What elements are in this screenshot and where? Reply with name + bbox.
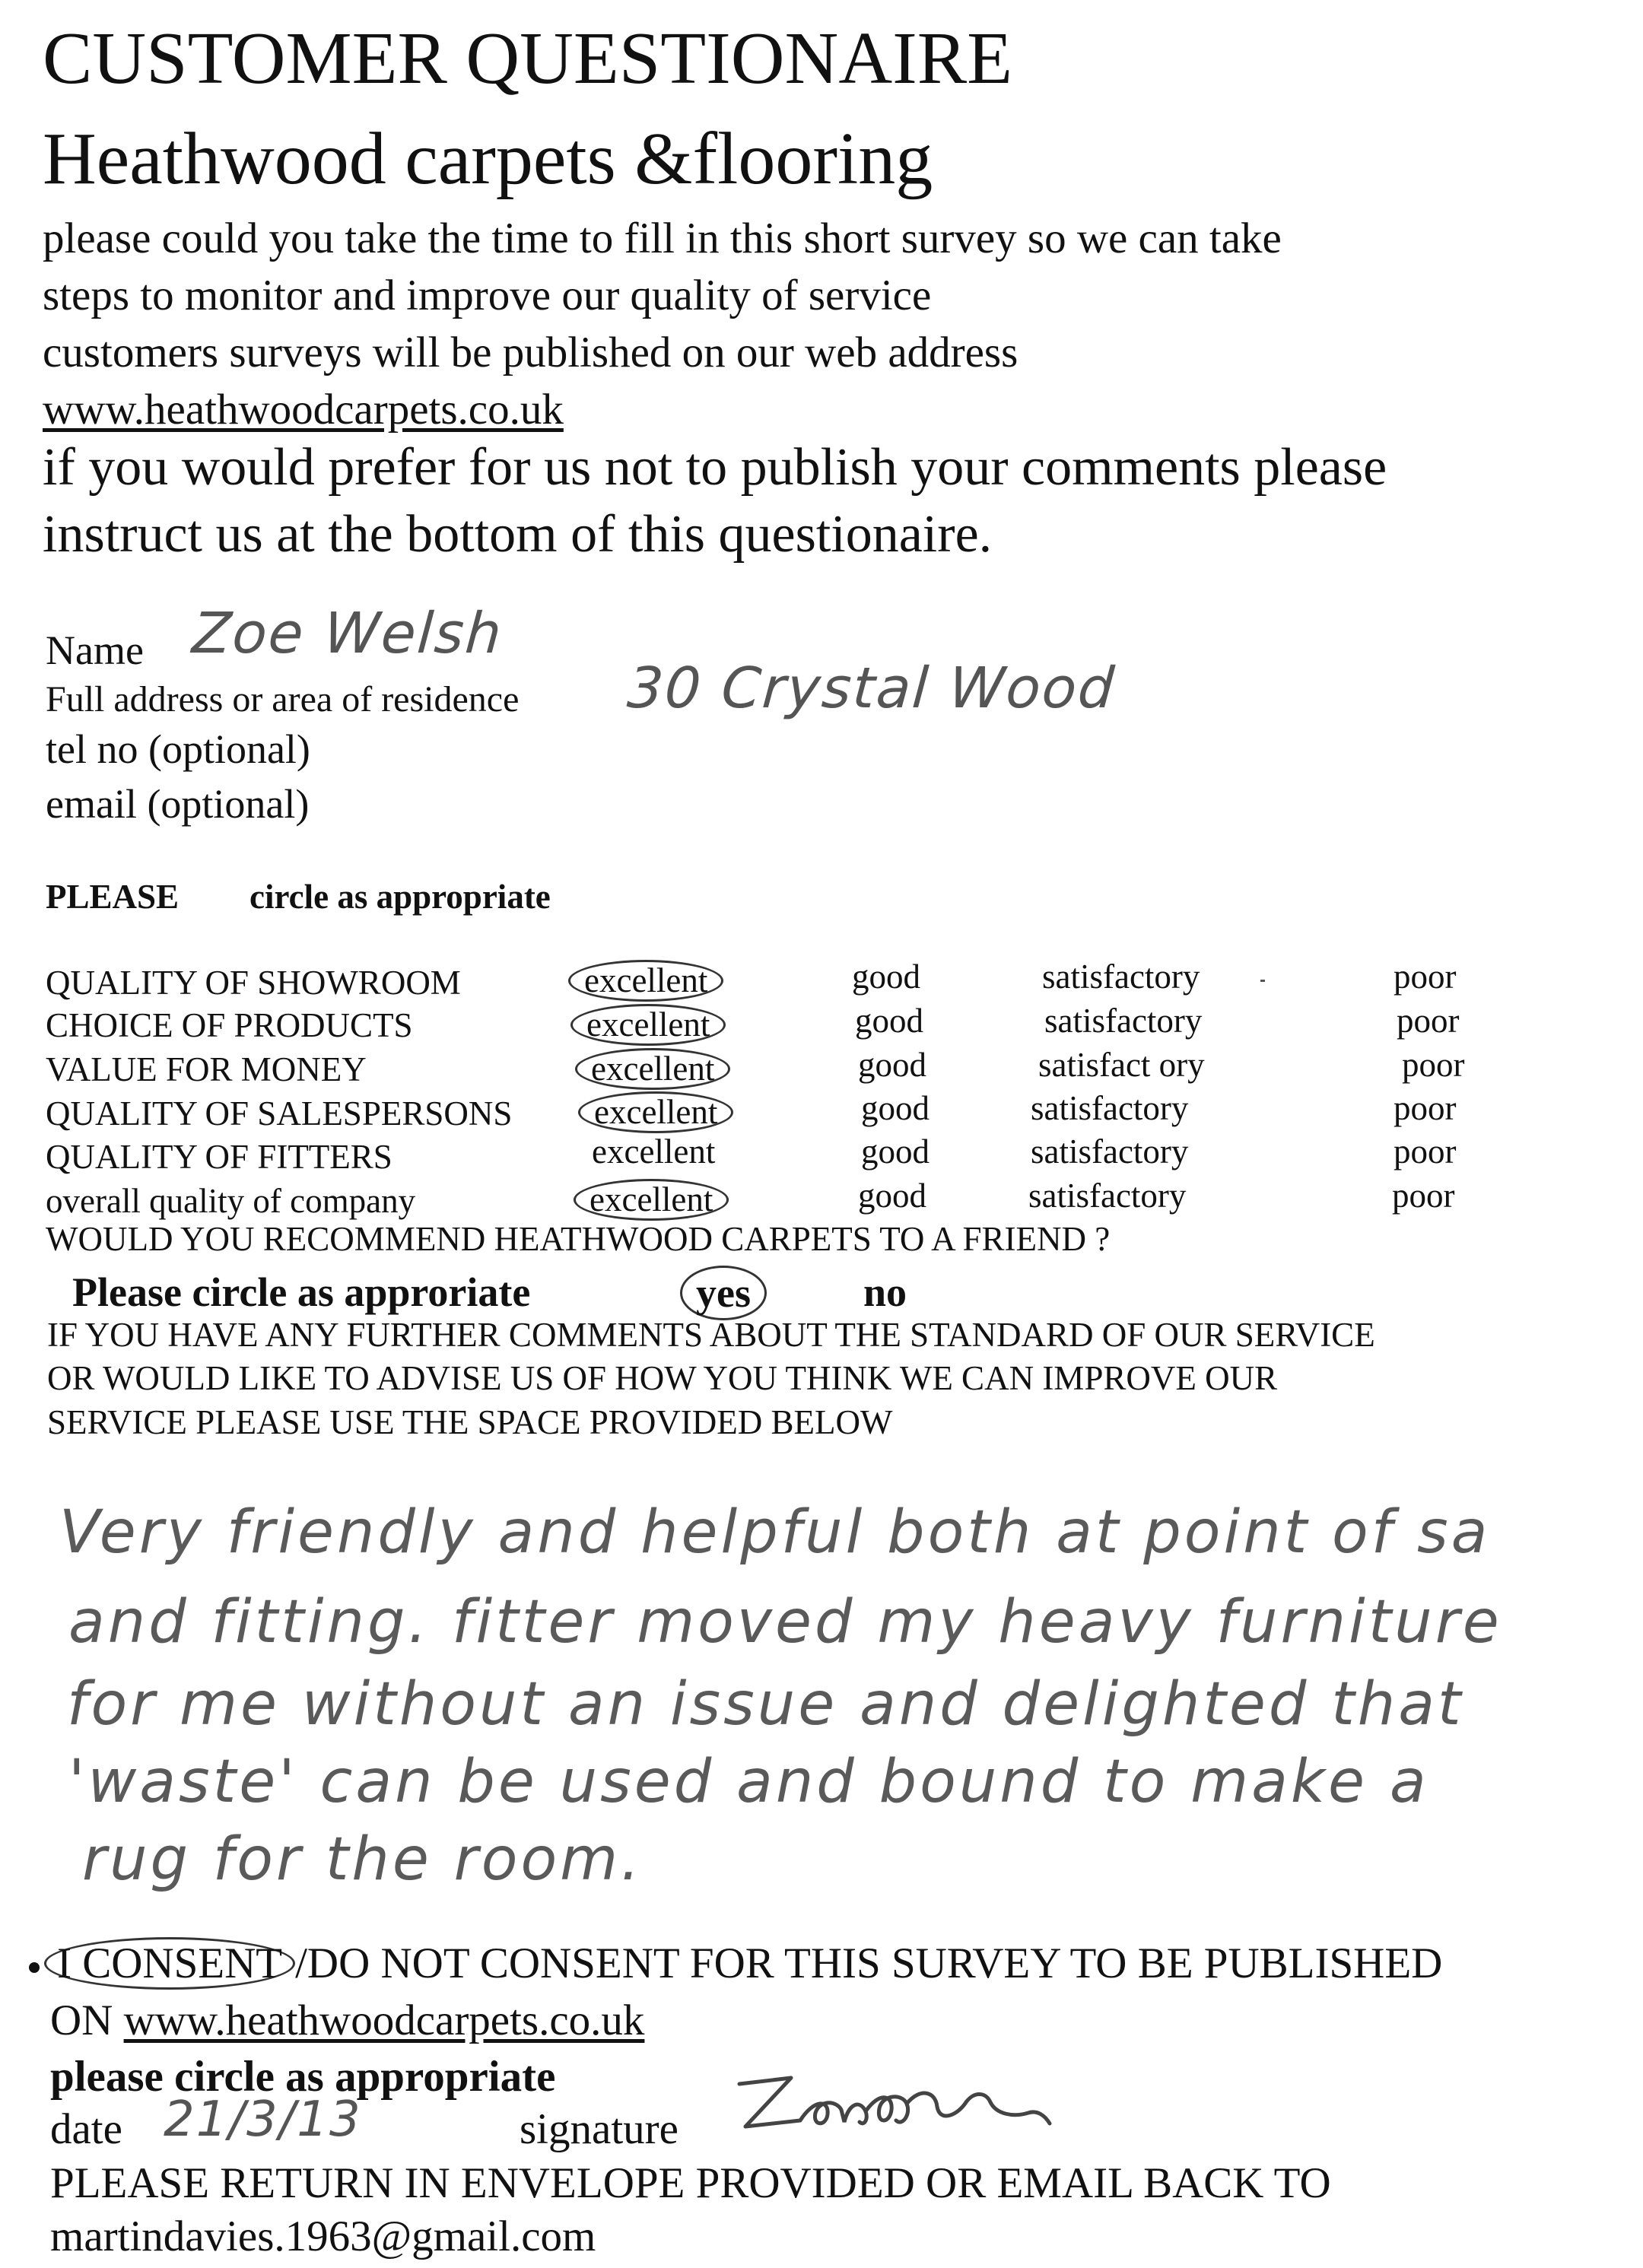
comment-line: and fitting. fitter moved my heavy furniture (68, 1588, 1502, 1657)
consent-website-link[interactable]: www.heathwoodcarpets.co.uk (123, 1996, 645, 2044)
comment-line: rug for the room. (82, 1825, 643, 1894)
option-satisfactory[interactable]: satisfactory (1042, 958, 1200, 996)
option-satisfactory[interactable]: satisfact ory (1038, 1046, 1205, 1084)
intro-line-4: if you would prefer for us not to publish your comments please (43, 438, 1387, 497)
circle-instruction: circle as appropriate (249, 878, 551, 916)
option-poor[interactable]: poor (1392, 1177, 1455, 1215)
comments-prompt-3: SERVICE PLEASE USE THE SPACE PROVIDED BELOW (47, 1403, 893, 1441)
name-value[interactable]: Zoe Welsh (190, 601, 505, 666)
recommend-instruction: Please circle as approriate (72, 1269, 531, 1315)
consent-option[interactable]: I CONSENT (44, 1937, 295, 1990)
comment-line: Very friendly and helpful both at point of sa (59, 1498, 1491, 1567)
option-good[interactable]: good (861, 1132, 930, 1171)
consent-line (29, 1939, 1443, 1987)
stray-mark (1260, 980, 1265, 982)
date-label: date (50, 2105, 122, 2153)
option-satisfactory[interactable]: satisfactory (1031, 1132, 1189, 1171)
address-label: Full address or area of residence (46, 679, 520, 719)
consent-on-line (50, 1996, 645, 2044)
website-link[interactable]: www.heathwoodcarpets.co.uk (43, 386, 564, 434)
recommend-yes[interactable]: yes (680, 1266, 767, 1320)
option-good[interactable]: good (861, 1089, 930, 1127)
recommend-no[interactable]: no (863, 1269, 907, 1315)
date-value[interactable]: 21/3/13 (164, 2092, 362, 2148)
comments-prompt-2: OR WOULD LIKE TO ADVISE US OF HOW YOU THINK WE CAN IMPROVE OUR (47, 1359, 1278, 1397)
consent-rest[interactable]: /DO NOT CONSENT FOR THIS SURVEY TO BE PUBLISHED (295, 1939, 1443, 1987)
comment-line: 'waste' can be used and bound to make a (68, 1748, 1429, 1816)
recommend-question: WOULD YOU RECOMMEND HEATHWOOD CARPETS TO A FRIEND ? (46, 1220, 1111, 1258)
option-good[interactable]: good (855, 1002, 923, 1040)
option-poor[interactable]: poor (1394, 1089, 1457, 1127)
company-name: Heathwood carpets &flooring (43, 118, 933, 200)
consent-on: ON (50, 1996, 124, 2044)
option-satisfactory[interactable]: satisfactory (1028, 1177, 1187, 1215)
option-excellent[interactable]: excellent (578, 1091, 733, 1133)
email-label: email (optional) (46, 781, 310, 827)
option-poor[interactable]: poor (1397, 1002, 1460, 1040)
option-excellent[interactable]: excellent (574, 1179, 729, 1221)
intro-line-2: steps to monitor and improve our quality of service (43, 272, 932, 319)
name-label: Name (46, 627, 144, 673)
rating-row-label: overall quality of company (46, 1182, 416, 1220)
option-excellent[interactable]: excellent (568, 960, 723, 1002)
bullet-mark (29, 1962, 40, 1973)
option-good[interactable]: good (858, 1046, 926, 1084)
rating-row-label: QUALITY OF SALESPERSONS (46, 1094, 513, 1132)
rating-row-label: QUALITY OF SHOWROOM (46, 964, 461, 1002)
comment-line: for me without an issue and delighted that (67, 1670, 1464, 1739)
option-excellent[interactable]: excellent (570, 1004, 726, 1046)
option-poor[interactable]: poor (1394, 1132, 1457, 1171)
rating-row-label: VALUE FOR MONEY (46, 1050, 367, 1088)
rating-row-label: QUALITY OF FITTERS (46, 1138, 392, 1176)
intro-line-3: customers surveys will be published on our web address (43, 329, 1019, 376)
option-good[interactable]: good (852, 958, 920, 996)
option-good[interactable]: good (858, 1177, 926, 1215)
please-heading: PLEASE (46, 878, 180, 916)
intro-line-5: instruct us at the bottom of this questionaire. (43, 505, 993, 564)
signature-image[interactable] (730, 2054, 1065, 2152)
address-value[interactable]: 30 Crystal Wood (625, 656, 1118, 721)
intro-line-1: please could you take the time to fill in this short survey so we can take (43, 214, 1282, 262)
option-poor[interactable]: poor (1402, 1046, 1465, 1084)
return-instruction: PLEASE RETURN IN ENVELOPE PROVIDED OR EMAIL BACK TO (50, 2159, 1331, 2207)
option-satisfactory[interactable]: satisfactory (1031, 1089, 1189, 1127)
option-excellent[interactable]: excellent (575, 1048, 730, 1090)
rating-row-label: CHOICE OF PRODUCTS (46, 1006, 413, 1044)
comments-prompt-1: IF YOU HAVE ANY FURTHER COMMENTS ABOUT THE STANDARD OF OUR SERVICE (47, 1316, 1375, 1354)
option-excellent[interactable]: excellent (592, 1132, 716, 1171)
return-email[interactable]: martindavies.1963@gmail.com (50, 2212, 596, 2260)
form-title: CUSTOMER QUESTIONAIRE (43, 17, 1012, 100)
tel-label: tel no (optional) (46, 726, 310, 772)
signature-label: signature (520, 2105, 678, 2153)
option-poor[interactable]: poor (1394, 958, 1457, 996)
consent-instruction: please circle as appropriate (50, 2053, 556, 2101)
option-satisfactory[interactable]: satisfactory (1044, 1002, 1203, 1040)
